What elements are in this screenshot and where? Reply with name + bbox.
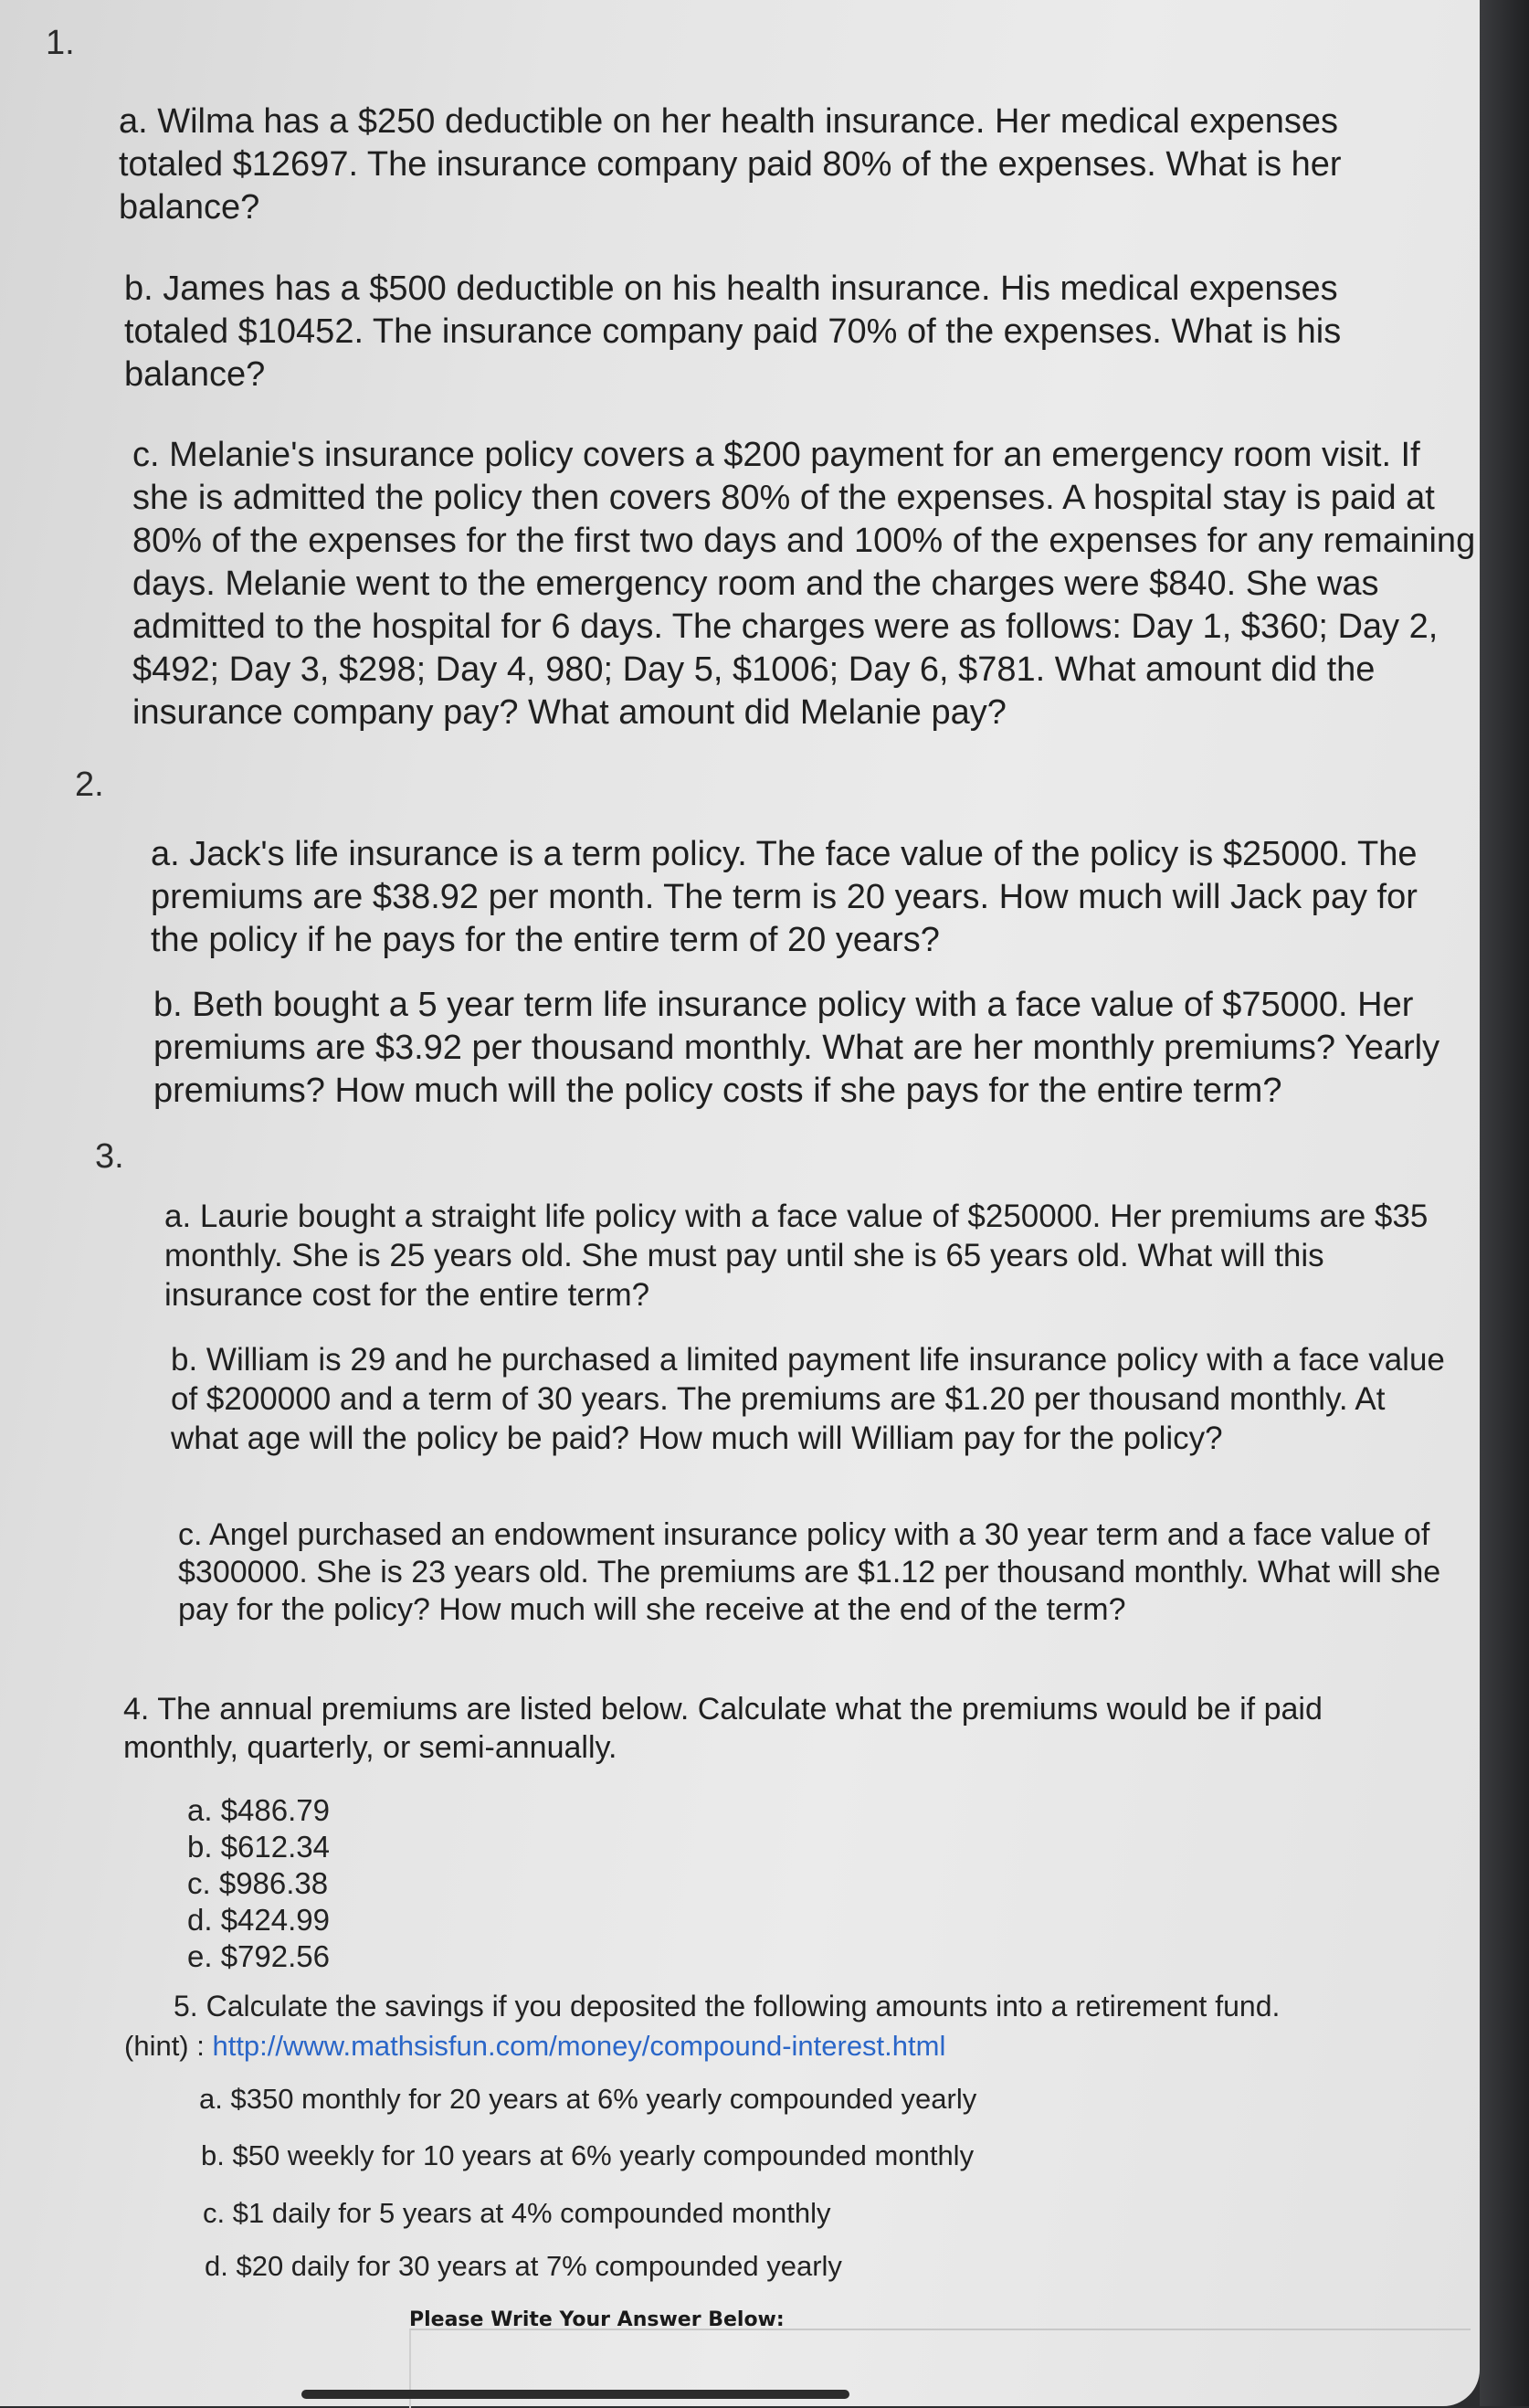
question-1a: a. Wilma has a $250 deductible on her health insurance. Her medical expenses totaled $12697. The insurance company paid 80% of the expenses. What is her balance?	[119, 102, 1342, 227]
question-4: 4. The annual premiums are listed below. Calculate what the premiums would be if paid monthly, quarterly, or semi-annually.	[123, 1692, 1323, 1765]
question-3-number: 3.	[95, 1137, 124, 1176]
question-2-number: 2.	[75, 766, 104, 804]
question-3b: b. William is 29 and he purchased a limited payment life insurance policy with a face value of $200000 and a term of 30 years. The premiums are $1.20 per thousand monthly. At what age will the policy be paid? How much will William pay for the policy?	[171, 1342, 1445, 1456]
question-2a: a. Jack's life insurance is a term policy. The face value of the policy is $25000. The premiums are $38.92 per month. The term is 20 years. How much will Jack pay for the policy if he pays for the entire term of 20 years?	[151, 835, 1418, 959]
question-1b: b. James has a $500 deductible on his health insurance. His medical expenses totaled $10452. The insurance company paid 70% of the expenses. What is his balance?	[124, 269, 1342, 394]
hint-link[interactable]: http://www.mathsisfun.com/money/compound-interest.html	[212, 2030, 946, 2062]
question-5-hint	[124, 2030, 945, 2063]
list-item: d. $20 daily for 30 years at 7% compounded yearly	[205, 2250, 842, 2282]
list-item: d. $424.99	[187, 1903, 330, 1937]
list-item: b. $50 weekly for 10 years at 6% yearly compounded monthly	[201, 2139, 975, 2171]
list-item: a. $486.79	[187, 1793, 330, 1827]
list-item: a. $350 monthly for 20 years at 6% yearly compounded yearly	[199, 2083, 977, 2115]
background-edge	[1480, 0, 1529, 2406]
list-item: b. $612.34	[187, 1830, 330, 1864]
question-3c: c. Angel purchased an endowment insurance policy with a 30 year term and a face value of $300000. She is 23 years old. The premiums are $1.12 per thousand monthly. What will she pay for the policy? How much will she receive at the end of the term?	[178, 1517, 1441, 1627]
list-item: e. $792.56	[187, 1939, 330, 1973]
question-4-list	[187, 1792, 330, 1975]
question-1c: c. Melanie's insurance policy covers a $200 payment for an emergency room visit. If she is admitted the policy then covers 80% of the expenses. A hospital stay is paid at 80% of the expenses for the first two days and 100% of the expenses for any remaining days. Melanie went to the emergency room and the charges were $840. She was admitted to the hospital for 6 days. The charges were as follows: Day 1, $360; Day 2, $492; Day 3, $298; Day 4, 980; Day 5, $1006; Day 6, $781. What amount did the insurance company pay? What amount did Melanie pay?	[132, 436, 1476, 732]
question-2b: b. Beth bought a 5 year term life insurance policy with a face value of $75000. Her premiums are $3.92 per thousand monthly. What are her monthly premiums? Yearly premiums? How much will the policy costs if she pays for the entire term?	[153, 986, 1440, 1110]
question-1-number: 1.	[46, 24, 75, 62]
list-item: c. $1 daily for 5 years at 4% compounded monthly	[203, 2197, 831, 2229]
question-5: 5. Calculate the savings if you deposited the following amounts into a retirement fund.	[174, 1990, 1281, 2023]
bottom-bar	[301, 2390, 849, 2399]
hint-label: (hint) :	[124, 2030, 213, 2062]
list-item: c. $986.38	[187, 1866, 329, 1900]
question-3a: a. Laurie bought a straight life policy with a face value of $250000. Her premiums are $35 monthly. She is 25 years old. She must pay until she is 65 years old. What will this insurance cost for the entire term?	[164, 1199, 1429, 1313]
answer-label: Please Write Your Answer Below:	[409, 2308, 785, 2331]
